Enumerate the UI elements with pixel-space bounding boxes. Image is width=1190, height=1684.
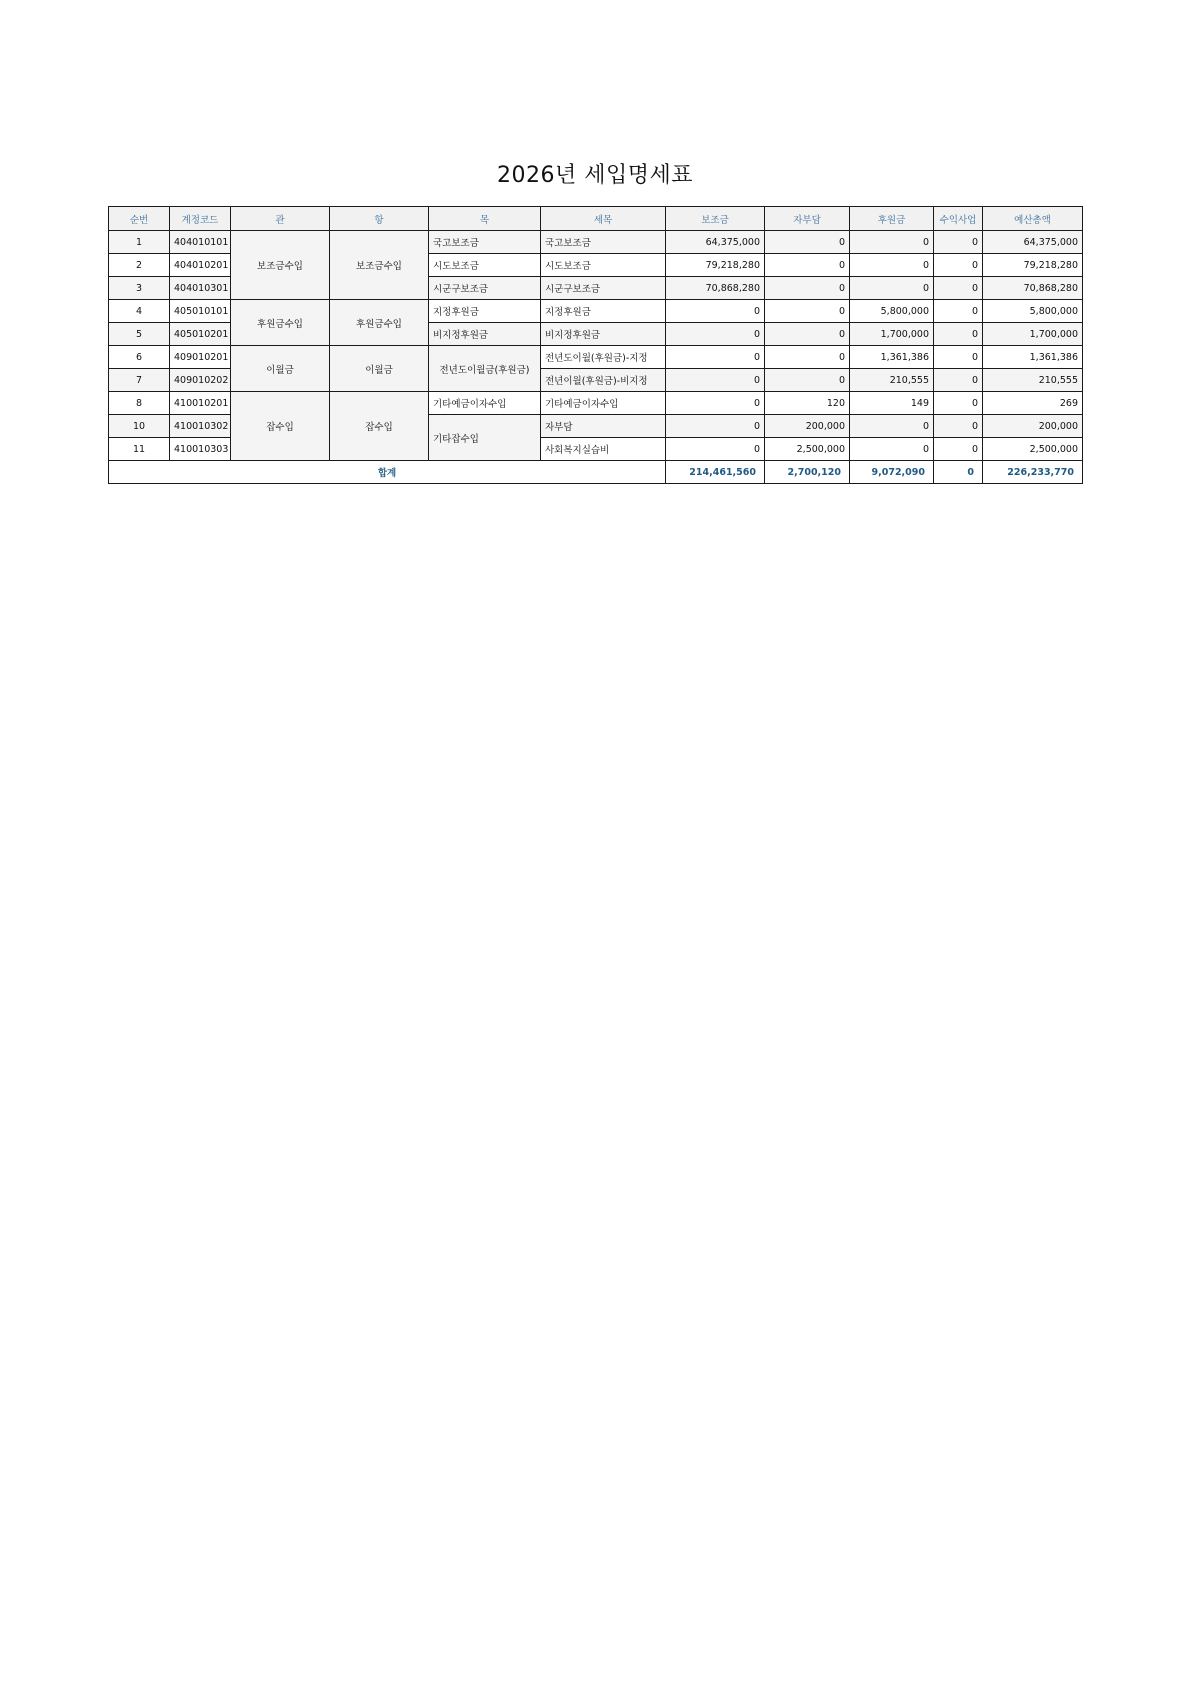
total-label: 합계 [109,461,666,484]
cell-jabu: 0 [765,254,850,277]
cell-bojo: 0 [666,346,765,369]
total-suik: 0 [934,461,983,484]
cell-no: 1 [109,231,170,254]
cell-mok: 국고보조금 [429,231,541,254]
header-suik: 수익사업 [934,207,983,231]
cell-total: 269 [983,392,1083,415]
header-row [109,207,1083,231]
cell-jabu: 0 [765,323,850,346]
cell-semok: 시군구보조금 [541,277,666,300]
cell-total: 1,700,000 [983,323,1083,346]
cell-code: 409010201 [170,346,231,369]
cell-huwon: 0 [850,231,934,254]
cell-suik: 0 [934,415,983,438]
total-jabu: 2,700,120 [765,461,850,484]
cell-mok: 시도보조금 [429,254,541,277]
cell-jabu: 200,000 [765,415,850,438]
cell-mok: 시군구보조금 [429,277,541,300]
cell-semok: 기타예금이자수입 [541,392,666,415]
cell-bojo: 64,375,000 [666,231,765,254]
cell-jabu: 2,500,000 [765,438,850,461]
page-title: 2026년 세입명세표 [497,163,693,188]
cell-total: 64,375,000 [983,231,1083,254]
cell-semok: 전년도이월(후원금)-지정 [541,346,666,369]
total-total: 226,233,770 [983,461,1083,484]
cell-mok: 비지정후원금 [429,323,541,346]
cell-hang: 후원금수입 [330,300,429,346]
cell-total: 5,800,000 [983,300,1083,323]
cell-jabu: 0 [765,300,850,323]
cell-bojo: 79,218,280 [666,254,765,277]
cell-semok: 전년이월(후원금)-비지정 [541,369,666,392]
table-row [109,231,1083,254]
table-row [109,346,1083,369]
cell-jabu: 0 [765,346,850,369]
header-total: 예산총액 [983,207,1083,231]
cell-code: 405010101 [170,300,231,323]
header-semok: 세목 [541,207,666,231]
cell-suik: 0 [934,231,983,254]
header-mok: 목 [429,207,541,231]
cell-suik: 0 [934,438,983,461]
cell-gwan: 보조금수입 [231,231,330,300]
cell-suik: 0 [934,277,983,300]
cell-hang: 이월금 [330,346,429,392]
cell-code: 404010201 [170,254,231,277]
cell-total: 2,500,000 [983,438,1083,461]
cell-bojo: 0 [666,415,765,438]
cell-gwan: 후원금수입 [231,300,330,346]
cell-semok: 지정후원금 [541,300,666,323]
cell-suik: 0 [934,323,983,346]
cell-bojo: 0 [666,369,765,392]
header-huwon: 후원금 [850,207,934,231]
cell-total: 200,000 [983,415,1083,438]
cell-huwon: 210,555 [850,369,934,392]
cell-jabu: 120 [765,392,850,415]
cell-code: 410010201 [170,392,231,415]
cell-suik: 0 [934,300,983,323]
header-hang: 항 [330,207,429,231]
header-jabu: 자부담 [765,207,850,231]
cell-huwon: 5,800,000 [850,300,934,323]
total-huwon: 9,072,090 [850,461,934,484]
cell-gwan: 잡수입 [231,392,330,461]
cell-mok: 기타잡수입 [429,415,541,461]
cell-huwon: 149 [850,392,934,415]
cell-bojo: 0 [666,438,765,461]
cell-mok: 지정후원금 [429,300,541,323]
cell-huwon: 0 [850,415,934,438]
cell-bojo: 0 [666,300,765,323]
table-row [109,392,1083,415]
cell-mok: 기타예금이자수입 [429,392,541,415]
cell-semok: 비지정후원금 [541,323,666,346]
cell-no: 2 [109,254,170,277]
header-no: 순번 [109,207,170,231]
cell-huwon: 0 [850,277,934,300]
cell-no: 11 [109,438,170,461]
cell-hang: 보조금수입 [330,231,429,300]
cell-mok: 전년도이월금(후원금) [429,346,541,392]
cell-no: 8 [109,392,170,415]
table-row [109,300,1083,323]
cell-suik: 0 [934,392,983,415]
cell-total: 210,555 [983,369,1083,392]
total-bojo: 214,461,560 [666,461,765,484]
cell-semok: 국고보조금 [541,231,666,254]
cell-huwon: 0 [850,438,934,461]
cell-no: 5 [109,323,170,346]
cell-total: 1,361,386 [983,346,1083,369]
cell-huwon: 0 [850,254,934,277]
cell-suik: 0 [934,346,983,369]
cell-total: 70,868,280 [983,277,1083,300]
cell-semok: 시도보조금 [541,254,666,277]
cell-suik: 0 [934,369,983,392]
cell-jabu: 0 [765,369,850,392]
cell-semok: 사회복지실습비 [541,438,666,461]
cell-code: 410010303 [170,438,231,461]
cell-semok: 자부담 [541,415,666,438]
cell-code: 410010302 [170,415,231,438]
cell-code: 405010201 [170,323,231,346]
cell-no: 7 [109,369,170,392]
cell-jabu: 0 [765,277,850,300]
header-code: 계정코드 [170,207,231,231]
cell-bojo: 0 [666,323,765,346]
cell-bojo: 0 [666,392,765,415]
cell-code: 409010202 [170,369,231,392]
header-gwan: 관 [231,207,330,231]
cell-hang: 잡수입 [330,392,429,461]
cell-suik: 0 [934,254,983,277]
cell-huwon: 1,700,000 [850,323,934,346]
cell-code: 404010301 [170,277,231,300]
cell-code: 404010101 [170,231,231,254]
cell-no: 3 [109,277,170,300]
revenue-table [108,206,1083,484]
header-bojo: 보조금 [666,207,765,231]
cell-jabu: 0 [765,231,850,254]
cell-total: 79,218,280 [983,254,1083,277]
cell-no: 6 [109,346,170,369]
cell-no: 4 [109,300,170,323]
cell-huwon: 1,361,386 [850,346,934,369]
total-row [109,461,1083,484]
cell-bojo: 70,868,280 [666,277,765,300]
cell-gwan: 이월금 [231,346,330,392]
cell-no: 10 [109,415,170,438]
